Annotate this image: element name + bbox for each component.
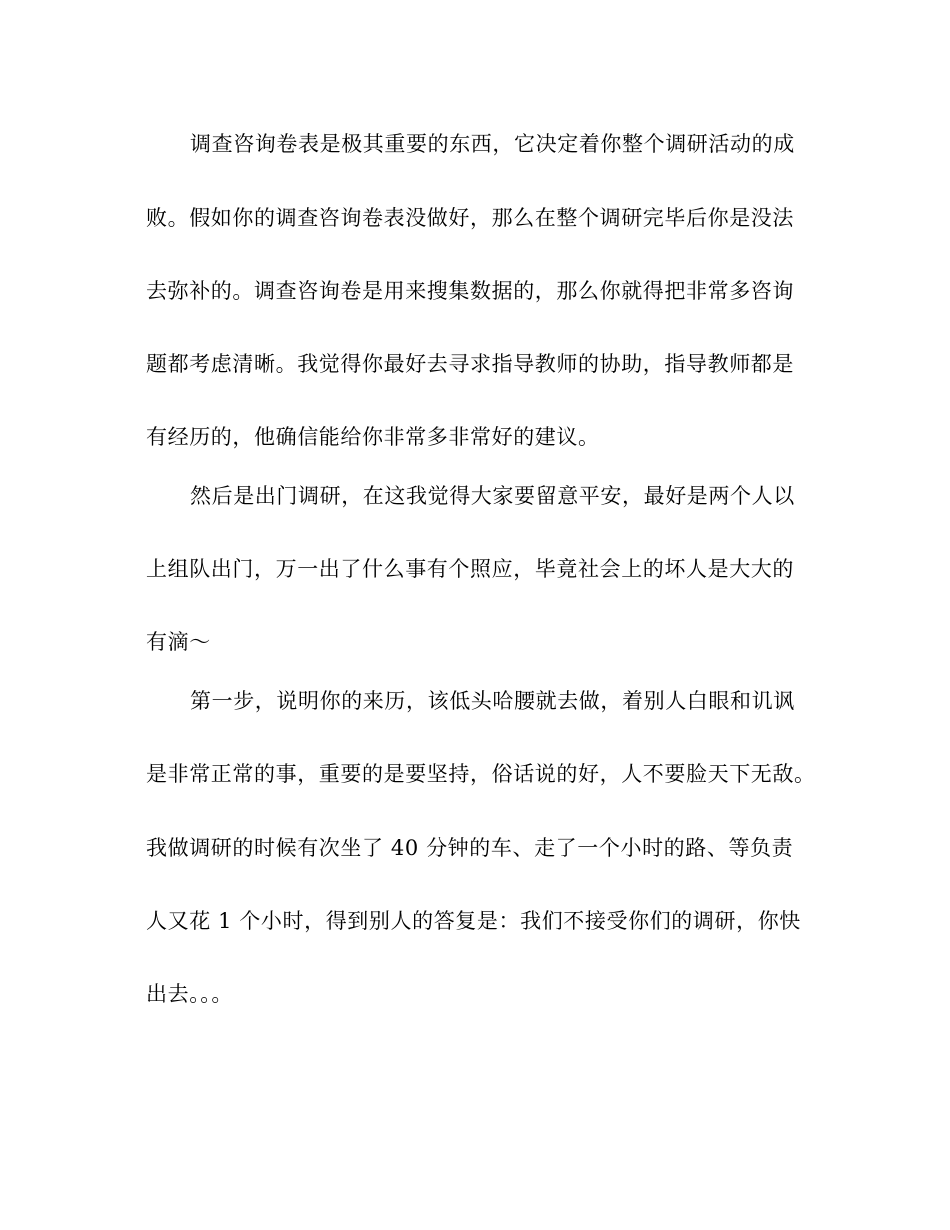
paragraph-line: 去弥补的。调查咨询卷是用来搜集数据的，那么你就得把非常多咨询 <box>146 279 794 303</box>
paragraph-line: 第一步，说明你的来历，该低头哈腰就去做，着别人白眼和讥讽 <box>190 689 795 713</box>
paragraph-line: 题都考虑清晰。我觉得你最好去寻求指导教师的协助，指导教师都是 <box>146 352 794 376</box>
paragraph-line: 调查咨询卷表是极其重要的东西，它决定着你整个调研活动的成 <box>190 132 795 156</box>
paragraph-line: 然后是出门调研，在这我觉得大家要留意平安，最好是两个人以 <box>190 484 795 508</box>
paragraph-line: 有经历的，他确信能给你非常多非常好的建议。 <box>146 425 600 449</box>
paragraph-line: 上组队出门，万一出了什么事有个照应，毕竟社会上的坏人是大大的 <box>146 557 794 581</box>
paragraph-line: 我做调研的时候有次坐了 40 分钟的车、走了一个小时的路、等负责 <box>146 836 794 860</box>
paragraph-line: 有滴～ <box>146 630 211 654</box>
paragraph-line: 人又花 1 个小时，得到别人的答复是：我们不接受你们的调研，你快 <box>146 909 801 933</box>
paragraph-line: 是非常正常的事，重要的是要坚持，俗话说的好，人不要脸天下无敌。 <box>146 762 816 786</box>
paragraph-line: 出去。。。 <box>146 982 233 1006</box>
paragraph-line: 败。假如你的调查咨询卷表没做好，那么在整个调研完毕后你是没法 <box>146 206 794 230</box>
